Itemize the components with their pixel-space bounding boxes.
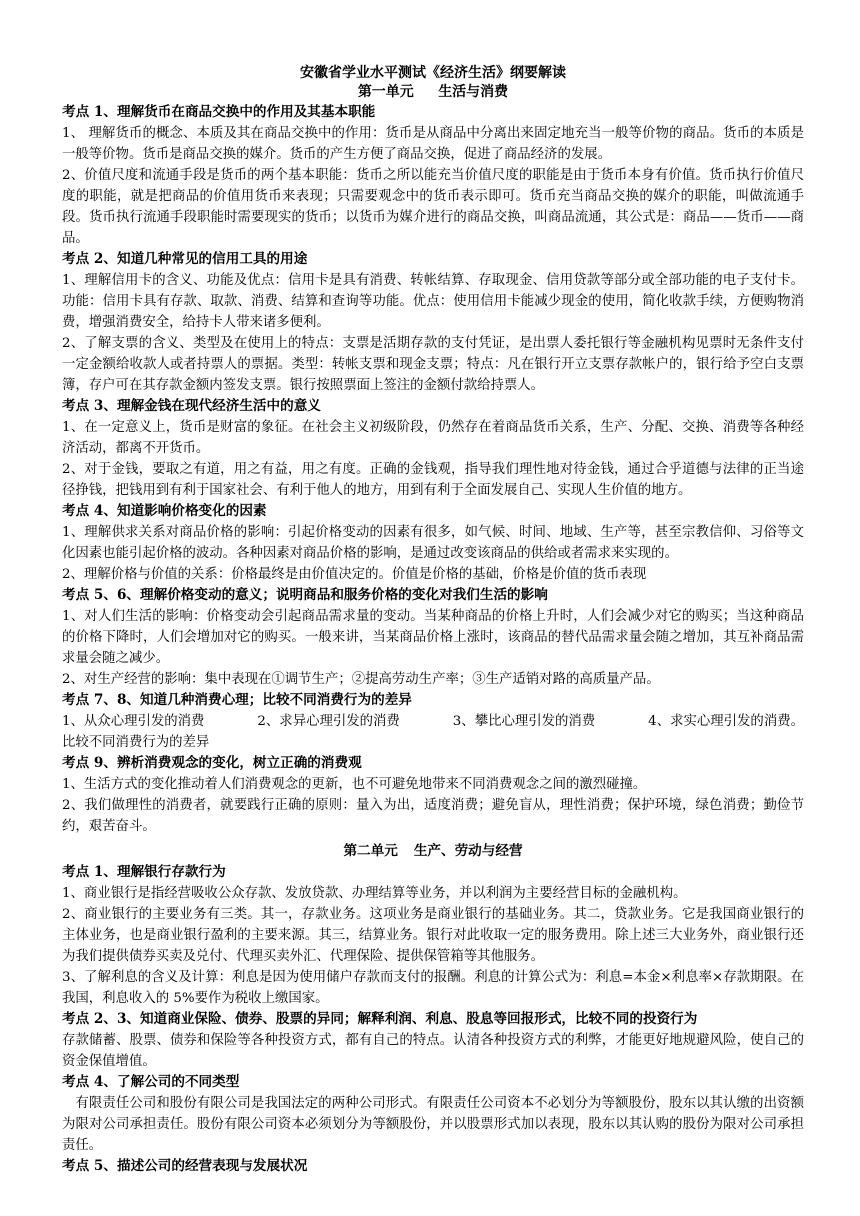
paragraph: 2、我们做理性的消费者，就要践行正确的原则：量入为出，适度消费；避免盲从，理性消费；保护环境，绿色消费；勤俭节约，艰苦奋斗。 — [62, 798, 804, 834]
paragraph: 1、生活方式的变化推动着人们消费观念的更新，也不可避免地带来不同消费观念之间的激烈碰撞。 — [62, 777, 647, 792]
list-item: 2、求异心理引发的消费 — [257, 714, 400, 729]
paragraph: 2、理解价格与价值的关系：价格最终是由价值决定的。价值是价格的基础，价格是价值的货币表现 — [62, 567, 647, 582]
paragraph: 有限责任公司和股份有限公司是我国法定的两种公司形式。有限责任公司资本不必划分为等额股份，股东以其认缴的出资额为限对公司承担责任。股份有限公司资本必须划分为等额股份，并以股票形式加以表现，股东以其认购的股份为限对公司承担责任。 — [62, 1096, 804, 1153]
paragraph: 1、理解信用卡的含义、功能及优点：信用卡是具有消费、转帐结算、存取现金、信用贷款等部分或全部功能的电子支付卡。功能：信用卡具有存款、取款、消费、结算和查询等功能。优点：使用信用卡能减少现金的使用，简化收款手续，方便购物消费，增强消费安全，给持卡人带来诸多便利。 — [62, 273, 804, 330]
unit-1-name: 生活与消费 — [438, 84, 509, 100]
section-heading: 考点 4、了解公司的不同类型 — [62, 1074, 240, 1090]
section-heading: 考点 5、描述公司的经营表现与发展状况 — [62, 1158, 308, 1174]
list-item: 3、攀比心理引发的消费 — [452, 714, 596, 729]
section-heading: 考点 2、3、知道商业保险、债券、股票的异同；解释利润、利息、股息等回报形式，比较不同的投资行为 — [62, 1011, 698, 1027]
paragraph: 1、对人们生活的影响：价格变动会引起商品需求量的变动。当某种商品的价格上升时，人们会减少对它的购买；当这种商品的价格下降时，人们会增加对它的购买。一般来讲，当某商品价格上涨时，该商品的替代品需求量会随之增加，其互补商品需求量会随之减少。 — [62, 609, 804, 666]
paragraph: 1、商业银行是指经营吸收公众存款、发放贷款、办理结算等业务，并以利润为主要经营目标的金融机构。 — [62, 886, 687, 901]
list-item: 1、从众心理引发的消费 — [62, 714, 205, 729]
unit-2-title — [62, 841, 804, 862]
section-heading: 考点 1、理解货币在商品交换中的作用及其基本职能 — [62, 104, 376, 120]
document-page — [62, 64, 804, 1177]
section-heading: 考点 7、8、知道几种消费心理；比较不同消费行为的差异 — [62, 692, 412, 708]
document-title: 安徽省学业水平测试《经济生活》纲要解读 — [300, 65, 566, 81]
paragraph: 2、了解支票的含义、类型及在使用上的特点：支票是活期存款的支付凭证，是出票人委托银行等金融机构见票时无条件支付一定金额给收款人或者持票人的票据。类型：转帐支票和现金支票；特点：凡在银行开立支票存款帐户的，银行给予空白支票簿，存户可在其存款金额内签发支票。银行按照票面上签注的金额付款给持票人。 — [62, 336, 804, 393]
unit-1-number: 第一单元 — [357, 84, 414, 100]
section-heading: 考点 1、理解银行存款行为 — [62, 864, 226, 880]
paragraph: 2、商业银行的主要业务有三类。其一，存款业务。这项业务是商业银行的基础业务。其二，贷款业务。它是我国商业银行的主体业务，也是商业银行盈利的主要来源。其三，结算业务。银行对此收取一定的服务费用。除上述三大业务外，商业银行还为我们提供债券买卖及兑付、代理买卖外汇、代理保险、提供保管箱等其他服务。 — [62, 907, 804, 964]
paragraph: 2、价值尺度和流通手段是货币的两个基本职能：货币之所以能充当价值尺度的职能是由于货币本身有价值。货币执行价值尺度的职能，就是把商品的价值用货币来表现；只需要观念中的货币表示即可。货币充当商品交换的媒介的职能，叫做流通手段。货币执行流通手段职能时需要现实的货币；以货币为媒介进行的商品交换，叫商品流通，其公式是：商品——货币——商品。 — [62, 168, 804, 246]
paragraph: 3、了解利息的含义及计算：利息是因为使用储户存款而支付的报酬。利息的计算公式为：利息=本金×利息率×存款期限。在我国，利息收入的 5%要作为税收上缴国家。 — [62, 970, 804, 1006]
section-heading: 考点 4、知道影响价格变化的因素 — [62, 503, 267, 519]
unit-1-title — [62, 83, 804, 102]
section-heading: 考点 9、辨析消费观念的变化，树立正确的消费观 — [62, 755, 362, 771]
paragraph: 存款储蓄、股票、债券和保险等各种投资方式，都有自己的特点。认清各种投资方式的利弊，才能更好地规避风险，使自己的资金保值增值。 — [62, 1033, 804, 1069]
paragraph: 1、理解供求关系对商品价格的影响：引起价格变动的因素有很多，如气候、时间、地域、生产等，甚至宗教信仰、习俗等文化因素也能引起价格的波动。各种因素对商品价格的影响，是通过改变该商品的供给或者需求来实现的。 — [62, 525, 804, 561]
section-heading: 考点 5、6、理解价格变动的意义；说明商品和服务价格的变化对我们生活的影响 — [62, 587, 548, 603]
paragraph: 比较不同消费行为的差异 — [62, 735, 210, 750]
unit-2-name: 生产、劳动与经营 — [413, 843, 523, 859]
list-item: 4、求实心理引发的消费。 — [648, 714, 804, 729]
paragraph: 2、对生产经营的影响：集中表现在①调节生产；②提高劳动生产率；③生产适销对路的高质量产品。 — [62, 672, 660, 687]
paragraph: 1、在一定意义上，货币是财富的象征。在社会主义初级阶段，仍然存在着商品货币关系，生产、分配、交换、消费等各种经济活动，都离不开货币。 — [62, 420, 804, 456]
paragraph: 2、对于金钱，要取之有道，用之有益，用之有度。正确的金钱观，指导我们理性地对待金钱，通过合乎道德与法律的正当途径挣钱，把钱用到有利于国家社会、有利于他人的地方，用到有利于全面发展自己、实现人生价值的地方。 — [62, 462, 804, 498]
paragraph: 1、 理解货币的概念、本质及其在商品交换中的作用：货币是从商品中分离出来固定地充当一般等价物的商品。货币的本质是一般等价物。货币是商品交换的媒介。货币的产生方便了商品交换，促进了商品经济的发展。 — [62, 126, 804, 162]
section-heading: 考点 3、理解金钱在现代经济生活中的意义 — [62, 398, 321, 414]
unit-2-number: 第二单元 — [343, 843, 398, 859]
consumption-psychology-list — [62, 711, 804, 732]
section-heading: 考点 2、知道几种常见的信用工具的用途 — [62, 251, 308, 267]
